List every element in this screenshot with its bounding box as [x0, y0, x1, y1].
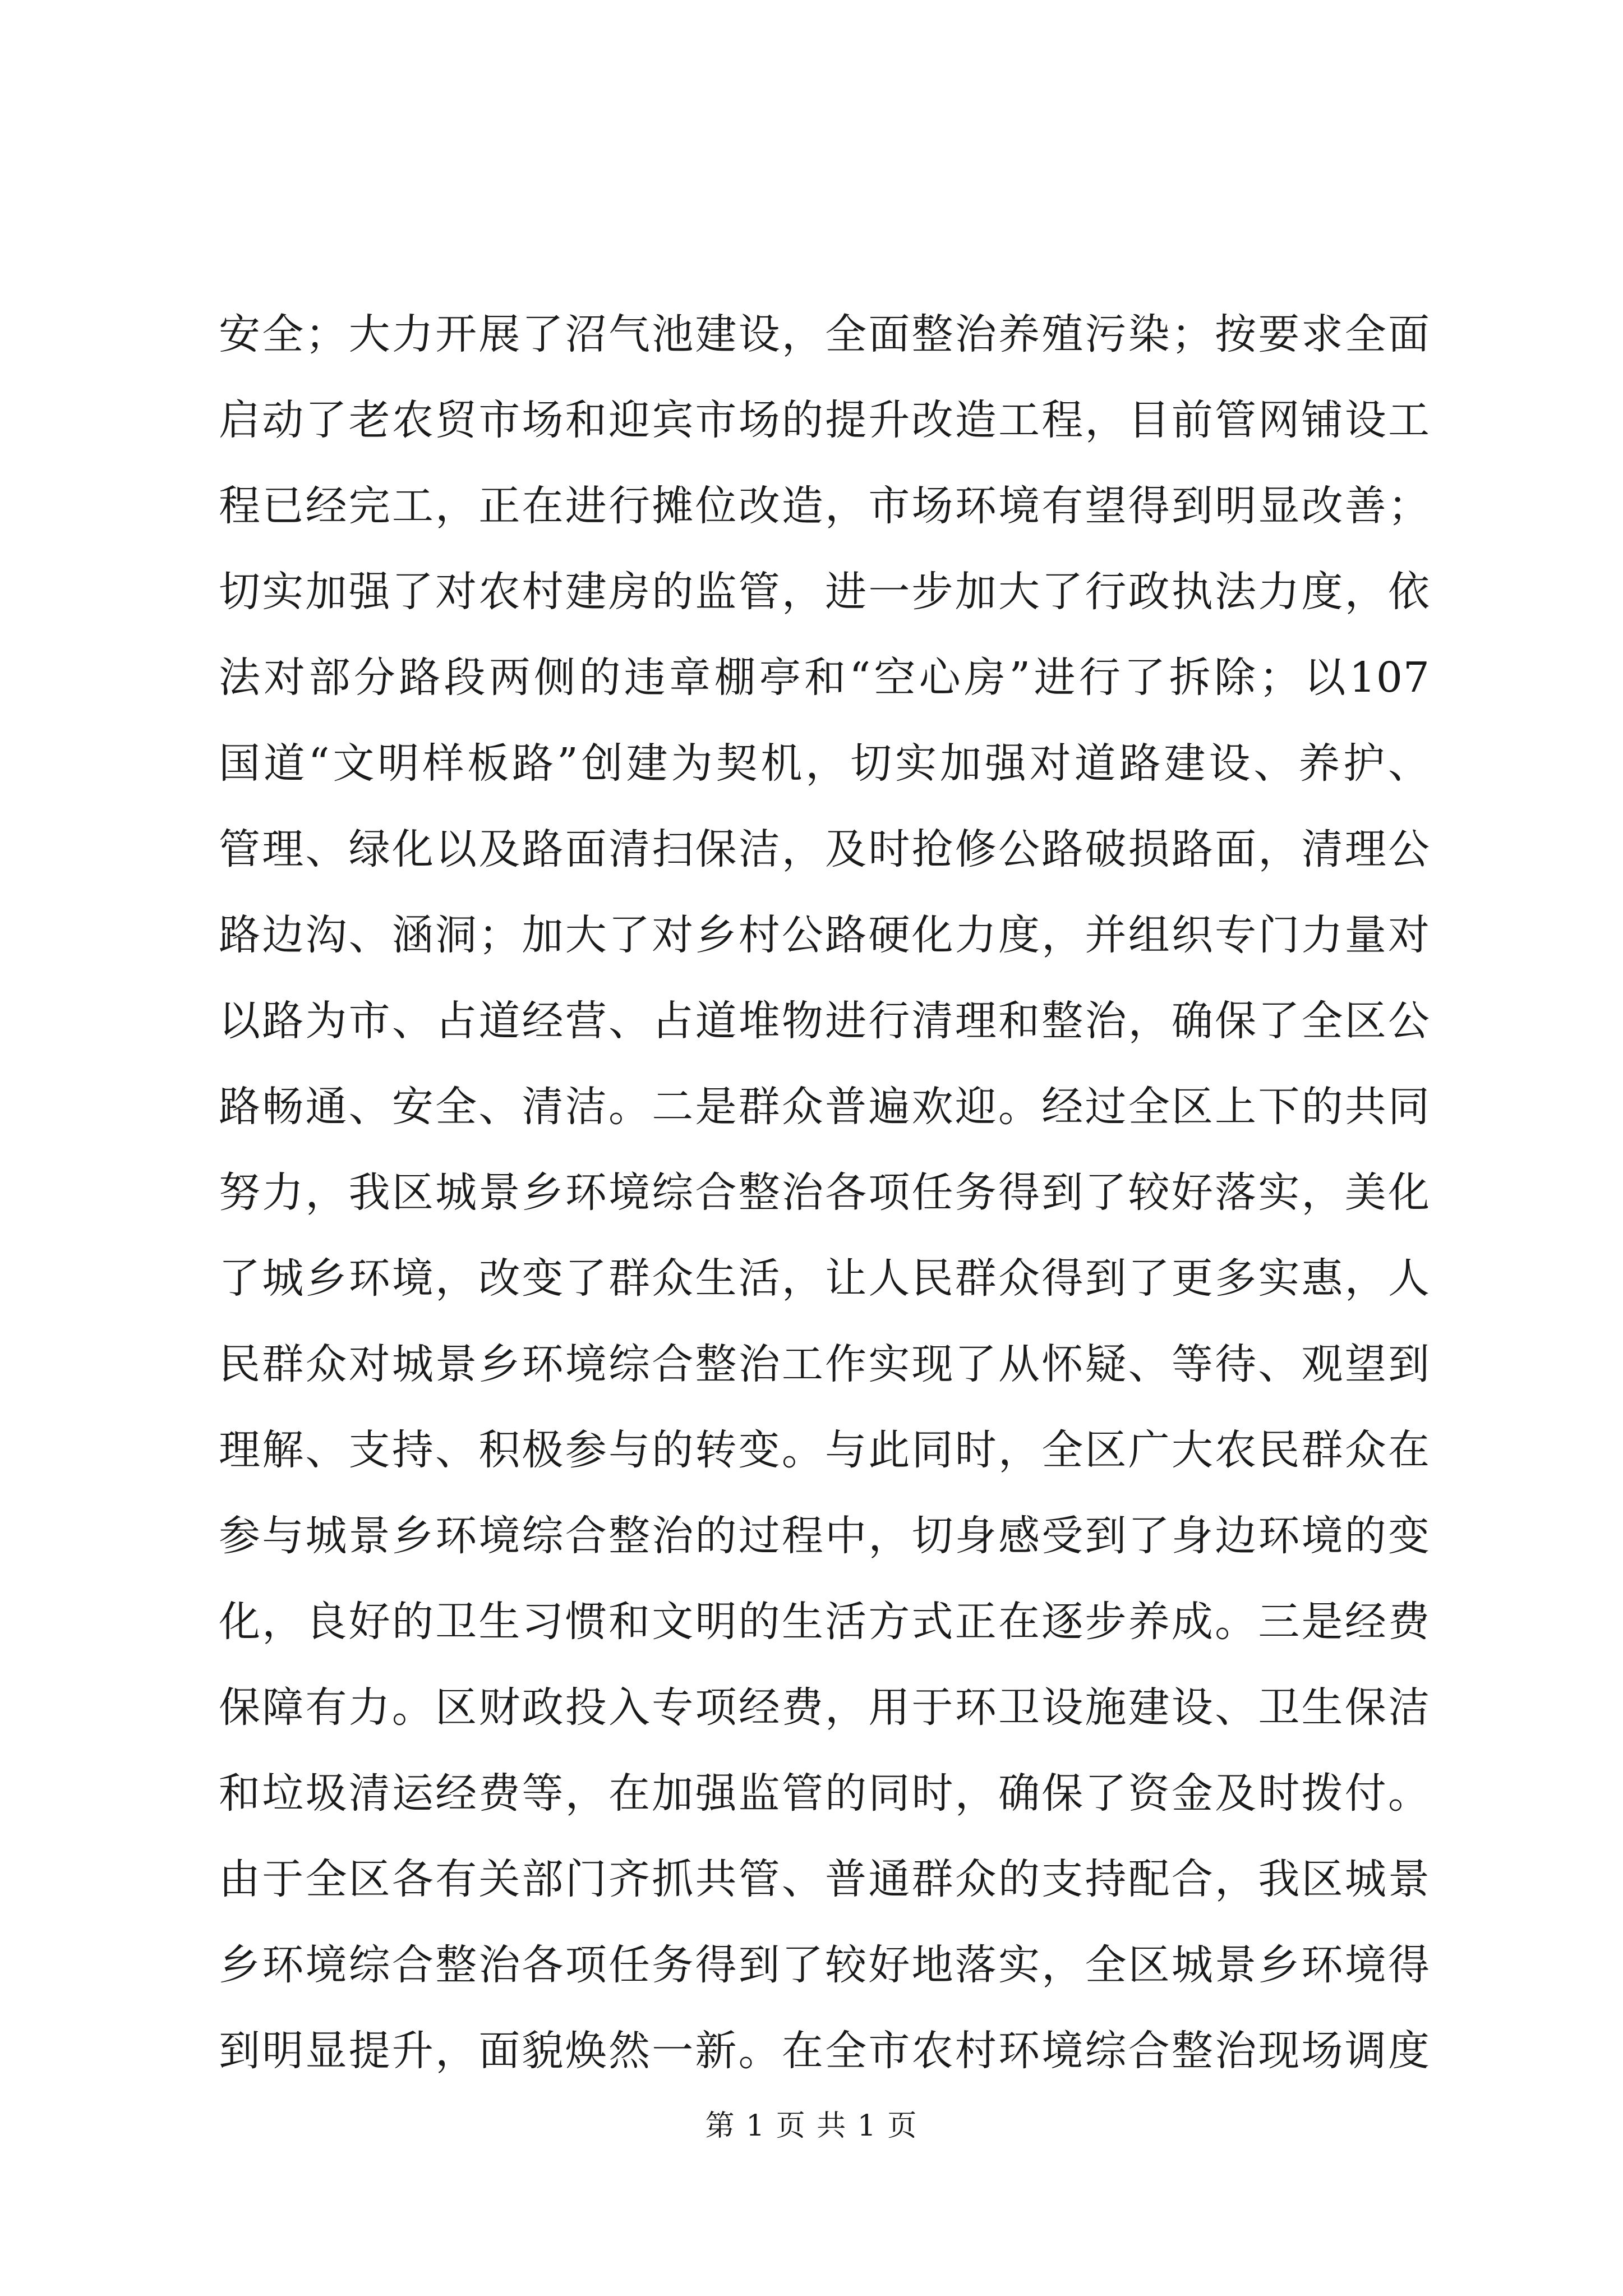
body-line: 和垃圾清运经费等，在加强监管的同时，确保了资金及时拨付。 [219, 1769, 1430, 1818]
body-line: 安全；大力开展了沼气池建设，全面整治养殖污染；按要求全面 [219, 310, 1430, 358]
body-line: 路畅通、安全、清洁。二是群众普遍欢迎。经过全区上下的共同 [219, 1083, 1430, 1131]
body-line: 参与城景乡环境综合整治的过程中，切身感受到了身边环境的变 [219, 1512, 1430, 1560]
body-line: 化，良好的卫生习惯和文明的生活方式正在逐步养成。三是经费 [219, 1598, 1430, 1646]
body-line: 民群众对城景乡环境综合整治工作实现了从怀疑、等待、观望到 [219, 1340, 1430, 1388]
body-line: 乡环境综合整治各项任务得到了较好地落实，全区城景乡环境得 [219, 1941, 1430, 1989]
body-line: 启动了老农贸市场和迎宾市场的提升改造工程，目前管网铺设工 [219, 396, 1430, 444]
body-line: 法对部分路段两侧的违章棚亭和“空心房”进行了拆除；以107 [219, 654, 1430, 702]
document-body [219, 292, 1430, 2094]
body-line: 程已经完工，正在进行摊位改造，市场环境有望得到明显改善； [219, 482, 1430, 530]
body-line: 由于全区各有关部门齐抓共管、普通群众的支持配合，我区城景 [219, 1855, 1430, 1903]
body-line: 理解、支持、积极参与的转变。与此同时，全区广大农民群众在 [219, 1426, 1430, 1474]
body-line: 到明显提升，面貌焕然一新。在全市农村环境综合整治现场调度 [219, 2027, 1430, 2075]
body-line: 切实加强了对农村建房的监管，进一步加大了行政执法力度，依 [219, 568, 1430, 616]
body-line: 以路为市、占道经营、占道堆物进行清理和整治，确保了全区公 [219, 997, 1430, 1045]
body-line: 管理、绿化以及路面清扫保洁，及时抢修公路破损路面，清理公 [219, 825, 1430, 873]
body-line: 路边沟、涵洞；加大了对乡村公路硬化力度，并组织专门力量对 [219, 911, 1430, 959]
page-footer [0, 2109, 1623, 2143]
body-line: 了城乡环境，改变了群众生活，让人民群众得到了更多实惠，人 [219, 1254, 1430, 1303]
body-line: 国道“文明样板路”创建为契机，切实加强对道路建设、养护、 [219, 739, 1430, 788]
body-line: 保障有力。区财政投入专项经费，用于环卫设施建设、卫生保洁 [219, 1683, 1430, 1732]
page-number-label: 第 1 页 共 1 页 [705, 2109, 918, 2143]
body-line: 努力，我区城景乡环境综合整治各项任务得到了较好落实，美化 [219, 1168, 1430, 1217]
